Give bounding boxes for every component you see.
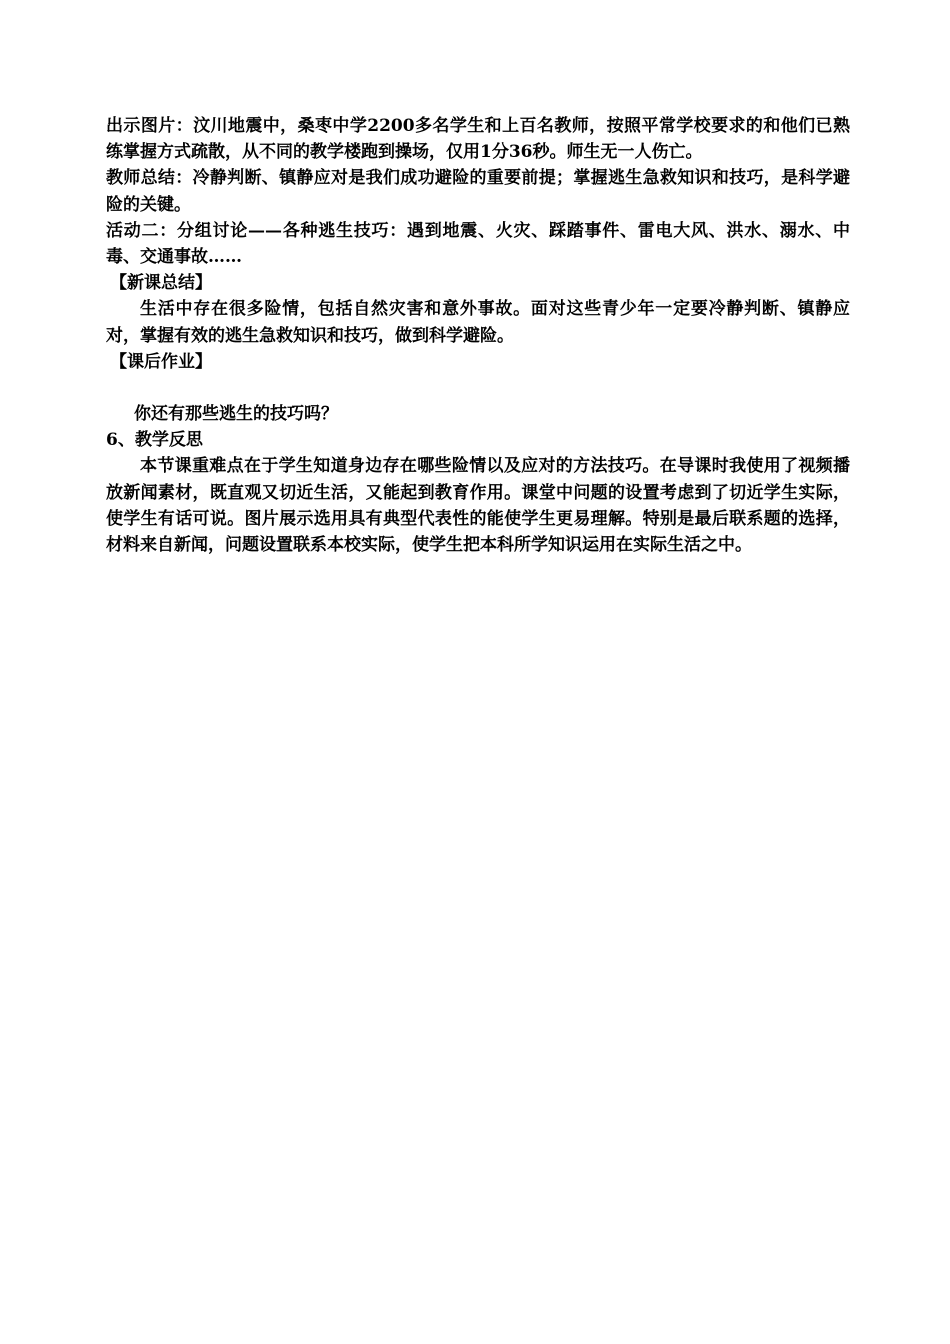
- paragraph-summary-body: 生活中存在很多险情，包括自然灾害和意外事故。面对这些青少年一定要冷静判断、镇静应对，掌握有效的逃生急救知识和技巧，做到科学避险。: [106, 299, 850, 346]
- paragraph-activity-two: 活动二：分组讨论——各种逃生技巧：遇到地震、火灾、踩踏事件、雷电大风、洪水、溺水、中毒、交通事故……: [106, 220, 850, 268]
- paragraph-teacher-summary: 教师总结：冷静判断、镇静应对是我们成功避险的重要前提；掌握逃生急救知识和技巧，是科学避险的关键。: [106, 168, 850, 215]
- blank-line: [106, 375, 850, 401]
- paragraph-reflection-body: 本节课重难点在于学生知道身边存在哪些险情以及应对的方法技巧。在导课时我使用了视频播放新闻素材，既直观又切近生活，又能起到教育作用。课堂中问题的设置考虑到了切近学生实际，使学生有话可说。图片展示选用具有典型代表性的能使学生更易理解。特别是最后联系题的选择，材料来自新闻，问题设置联系本校实际，使学生把本科所学知识运用在实际生活之中。: [106, 456, 850, 556]
- heading-teaching-reflection: 6、教学反思: [106, 430, 203, 451]
- heading-homework: 【课后作业】: [110, 351, 212, 372]
- heading-new-lesson-summary: 【新课总结】: [110, 273, 212, 294]
- document-body: [106, 113, 850, 558]
- paragraph-picture-display: 出示图片：汶川地震中，桑枣中学2200多名学生和上百名教师，按照平常学校要求的和他们已熟练掌握方式疏散，从不同的教学楼跑到操场，仅用1分36秒。师生无一人伤亡。: [106, 116, 850, 163]
- paragraph-homework-question: 你还有那些逃生的技巧吗？: [134, 404, 338, 425]
